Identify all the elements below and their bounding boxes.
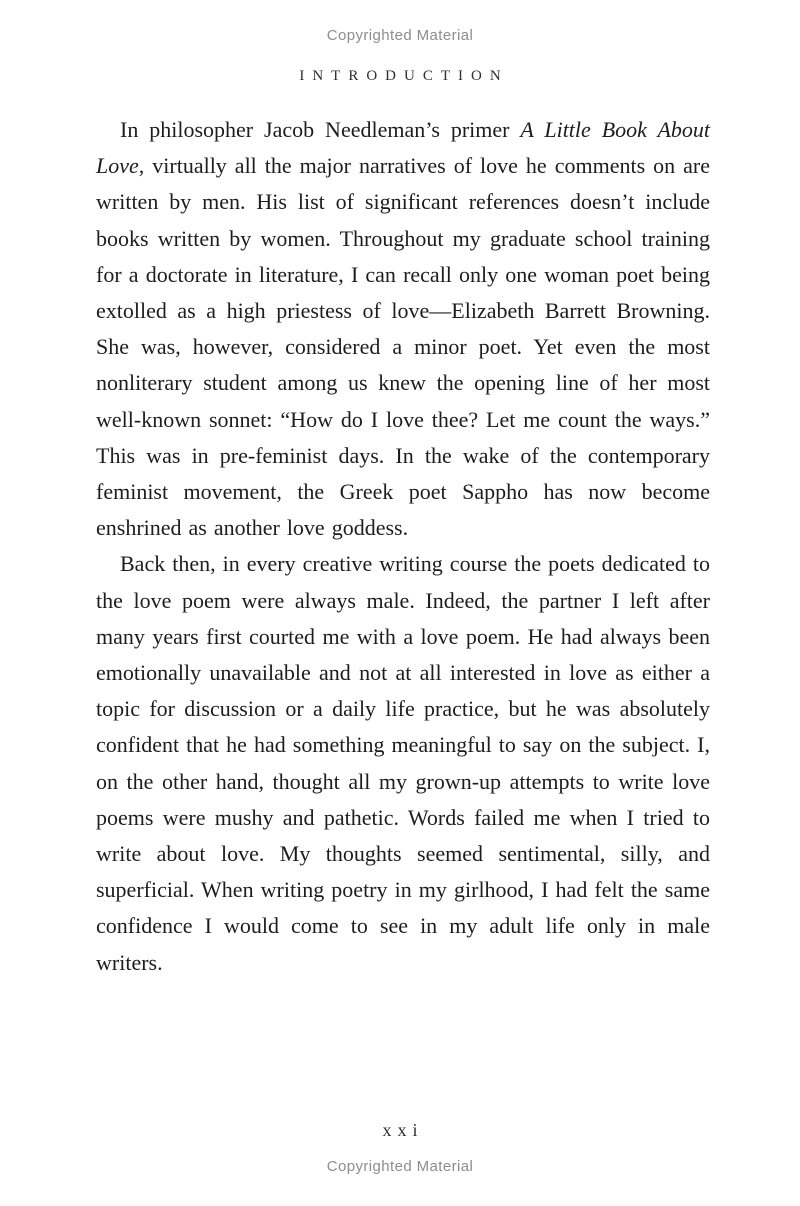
paragraph-1-text-before: In philosopher Jacob Needleman’s primer	[120, 117, 521, 142]
copyright-notice-top: Copyrighted Material	[326, 27, 474, 44]
chapter-heading: INTRODUCTION	[299, 68, 509, 84]
body-text	[96, 112, 710, 981]
page-number: xxi	[382, 1120, 424, 1140]
paragraph-1-text-after: virtually all the major narratives of love he comments on are written by men. His list of significant references doesn’t include books written by women. Throughout my graduate school training for a doctorate in literature, I can recall only one woman poet being extolled as a high priestess of love—Elizabeth Barrett Browning. She was, however, considered a minor poet. Yet even the most nonliterary student among us knew the opening line of her most well-known sonnet: “How do I love thee? Let me count the ways.” This was in pre-feminist days. In the wake of the contemporary feminist movement, the Greek poet Sappho has now become enshrined as another love goddess.	[96, 153, 710, 541]
copyright-notice-bottom: Copyrighted Material	[326, 1158, 474, 1175]
paragraph-2: Back then, in every creative writing course the poets dedicated to the love poem were always male. Indeed, the partner I left after many years first courted me with a love poem. He had always been emotionally unavailable and not at all interested in love as either a topic for discussion or a daily life practice, but he was absolutely confident that he had something meaningful to say on the subject. I, on the other hand, thought all my grown-up attempts to write love poems were mushy and pathetic. Words failed me when I tried to write about love. My thoughts seemed sentimental, silly, and superficial. When writing poetry in my girlhood, I had felt the same confidence I would come to see in my adult life only in male writers.	[96, 551, 710, 975]
book-title-italic: A Little Book About Love,	[96, 117, 710, 179]
paragraph-1	[96, 112, 710, 546]
